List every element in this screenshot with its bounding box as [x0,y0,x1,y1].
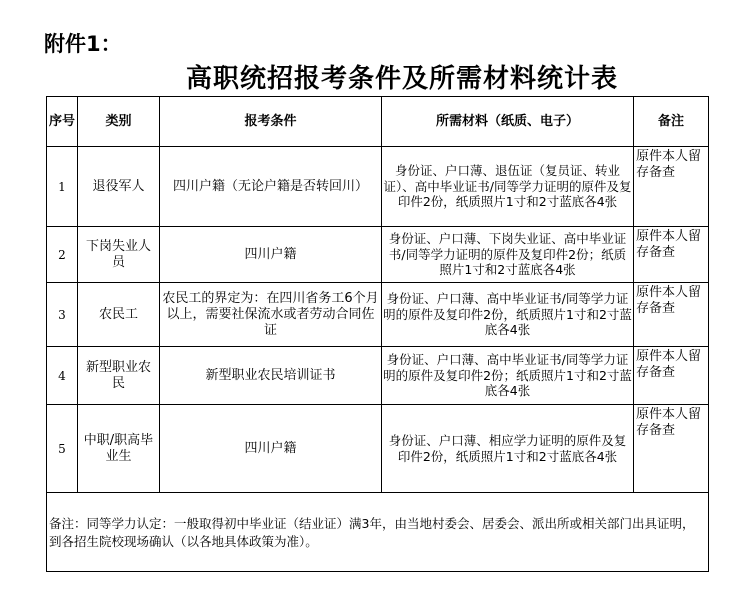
row-conditions: 四川户籍 [160,227,382,283]
row-seq: 5 [47,405,78,493]
row-remarks: 原件本人留存备查 [634,227,709,283]
row-category: 退役军人 [78,147,160,227]
row-conditions: 四川户籍 [160,405,382,493]
header-seq: 序号 [47,97,78,147]
table-header-row [47,97,709,147]
row-materials: 身份证、户口薄、退伍证（复员证、转业证）、高中毕业证书/同等学力证明的原件及复印件2份，纸质照片1寸和2寸蓝底各4张 [382,147,634,227]
row-conditions: 四川户籍（无论户籍是否转回川） [160,147,382,227]
row-category: 农民工 [78,283,160,347]
row-category: 新型职业农民 [78,347,160,405]
row-materials: 身份证、户口薄、相应学力证明的原件及复印件2份，纸质照片1寸和2寸蓝底各4张 [382,405,634,493]
footer-note: 备注：同等学力认定：一般取得初中毕业证（结业证）满3年，由当地村委会、居委会、派出所或相关部门出具证明，到各招生院校现场确认（以各地具体政策为准）。 [47,493,709,572]
row-seq: 2 [47,227,78,283]
row-remarks: 原件本人留存备查 [634,283,709,347]
row-remarks: 原件本人留存备查 [634,405,709,493]
row-seq: 3 [47,283,78,347]
header-materials: 所需材料（纸质、电子） [382,97,634,147]
header-remarks: 备注 [634,97,709,147]
row-seq: 1 [47,147,78,227]
table-row [47,227,709,283]
row-conditions: 农民工的界定为：在四川省务工6个月以上，需要社保流水或者劳动合同佐证 [160,283,382,347]
row-category: 中职/职高毕业生 [78,405,160,493]
table-row [47,347,709,405]
row-materials: 身份证、户口薄、下岗失业证、高中毕业证书/同等学力证明的原件及复印件2份；纸质照片1寸和2寸蓝底各4张 [382,227,634,283]
row-materials: 身份证、户口薄、高中毕业证书/同等学力证明的原件及复印件2份，纸质照片1寸和2寸蓝底各4张 [382,283,634,347]
row-category: 下岗失业人员 [78,227,160,283]
row-remarks: 原件本人留存备查 [634,347,709,405]
header-conditions: 报考条件 [160,97,382,147]
table-row [47,283,709,347]
table-footer-row [47,493,709,572]
table-row [47,405,709,493]
header-category: 类别 [78,97,160,147]
attachment-label: 附件1： [44,32,122,56]
requirements-table [46,96,709,572]
row-materials: 身份证、户口薄、高中毕业证书/同等学力证明的原件及复印件2份；纸质照片1寸和2寸蓝底各4张 [382,347,634,405]
row-seq: 4 [47,347,78,405]
document-title: 高职统招报考条件及所需材料统计表 [186,64,619,94]
row-remarks: 原件本人留存备查 [634,147,709,227]
row-conditions: 新型职业农民培训证书 [160,347,382,405]
table-row [47,147,709,227]
